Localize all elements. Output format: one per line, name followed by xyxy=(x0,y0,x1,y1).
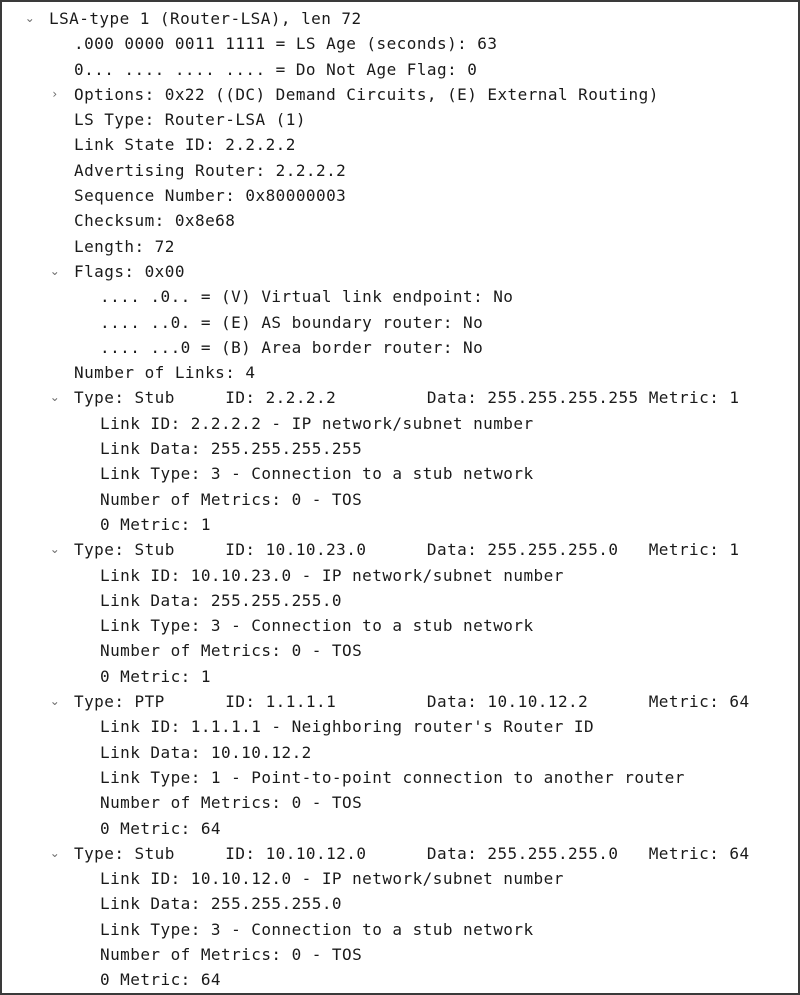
tree-row-label: Link Data: 255.255.255.0 xyxy=(100,590,342,610)
tree-row-label: Link Data: 255.255.255.0 xyxy=(100,894,342,914)
tree-field-row[interactable] xyxy=(2,790,798,815)
tree-field-row[interactable] xyxy=(2,208,798,233)
tree-field-row[interactable] xyxy=(2,512,798,537)
tree-node-row[interactable] xyxy=(2,385,798,410)
tree-field-row[interactable] xyxy=(2,664,798,689)
tree-row-label: Options: 0x22 ((DC) Demand Circuits, (E) External Routing) xyxy=(74,84,659,104)
tree-row-label: 0... .... .... .... = Do Not Age Flag: 0 xyxy=(74,59,478,79)
tree-node-row[interactable] xyxy=(2,259,798,284)
chevron-right-icon[interactable]: › xyxy=(52,86,58,101)
tree-row-label: Link Type: 3 - Connection to a stub network xyxy=(100,464,534,484)
tree-field-row[interactable] xyxy=(2,183,798,208)
chevron-down-icon[interactable]: ⌄ xyxy=(49,390,61,405)
tree-row-label: Type: PTP ID: 1.1.1.1 Data: 10.10.12.2 Metric: 64 xyxy=(74,692,750,712)
tree-field-row[interactable] xyxy=(2,765,798,790)
tree-field-row[interactable] xyxy=(2,132,798,157)
tree-field-row[interactable] xyxy=(2,411,798,436)
tree-field-row[interactable] xyxy=(2,917,798,942)
tree-row-label: Sequence Number: 0x80000003 xyxy=(74,186,347,206)
tree-row-label: Link Type: 1 - Point-to-point connection to another router xyxy=(100,767,685,787)
chevron-down-icon[interactable]: ⌄ xyxy=(49,694,61,709)
tree-node-row[interactable] xyxy=(2,537,798,562)
tree-row-label: Number of Metrics: 0 - TOS xyxy=(100,793,363,813)
tree-row-label: Advertising Router: 2.2.2.2 xyxy=(74,160,347,180)
tree-row-label: Link State ID: 2.2.2.2 xyxy=(74,135,296,155)
tree-field-row[interactable] xyxy=(2,158,798,183)
tree-row-label: .... ...0 = (B) Area border router: No xyxy=(100,337,484,357)
tree-row-label: Number of Links: 4 xyxy=(74,363,256,383)
packet-detail-tree xyxy=(2,6,798,993)
tree-row-label: .000 0000 0011 1111 = LS Age (seconds): 63 xyxy=(74,34,498,54)
tree-row-label: Link Data: 255.255.255.255 xyxy=(100,439,363,459)
tree-row-label: LSA-type 1 (Router-LSA), len 72 xyxy=(49,9,362,28)
tree-node-row[interactable] xyxy=(2,82,798,107)
tree-node-row[interactable] xyxy=(2,6,798,31)
tree-field-row[interactable] xyxy=(2,714,798,739)
tree-row-label: Link Data: 10.10.12.2 xyxy=(100,742,312,762)
tree-row-label: Type: Stub ID: 10.10.23.0 Data: 255.255.255.0 Metric: 1 xyxy=(74,540,740,560)
chevron-down-icon[interactable]: ⌄ xyxy=(24,11,36,25)
tree-field-row[interactable] xyxy=(2,461,798,486)
tree-row-label: 0 Metric: 1 xyxy=(100,514,211,534)
tree-row-label: Length: 72 xyxy=(74,236,175,256)
tree-row-label: Link ID: 1.1.1.1 - Neighboring router's Router ID xyxy=(100,717,595,737)
tree-row-label: Link Type: 3 - Connection to a stub network xyxy=(100,616,534,636)
tree-field-row[interactable] xyxy=(2,638,798,663)
tree-row-label: Number of Metrics: 0 - TOS xyxy=(100,641,363,661)
tree-row-label: 0 Metric: 1 xyxy=(100,666,211,686)
tree-row-label: 0 Metric: 64 xyxy=(100,970,221,990)
tree-field-row[interactable] xyxy=(2,588,798,613)
tree-field-row[interactable] xyxy=(2,436,798,461)
tree-row-label: Type: Stub ID: 10.10.12.0 Data: 255.255.255.0 Metric: 64 xyxy=(74,843,750,863)
tree-field-row[interactable] xyxy=(2,284,798,309)
tree-row-label: .... ..0. = (E) AS boundary router: No xyxy=(100,312,484,332)
tree-field-row[interactable] xyxy=(2,234,798,259)
tree-row-label: .... .0.. = (V) Virtual link endpoint: No xyxy=(100,287,514,307)
tree-row-label: Flags: 0x00 xyxy=(74,261,185,281)
tree-row-label: 0 Metric: 64 xyxy=(100,818,221,838)
tree-field-row[interactable] xyxy=(2,310,798,335)
tree-field-row[interactable] xyxy=(2,613,798,638)
chevron-down-icon[interactable]: ⌄ xyxy=(49,542,61,557)
tree-field-row[interactable] xyxy=(2,107,798,132)
tree-field-row[interactable] xyxy=(2,866,798,891)
tree-row-label: Number of Metrics: 0 - TOS xyxy=(100,944,363,964)
tree-field-row[interactable] xyxy=(2,360,798,385)
tree-field-row[interactable] xyxy=(2,487,798,512)
tree-row-label: Link ID: 2.2.2.2 - IP network/subnet number xyxy=(100,413,534,433)
chevron-down-icon[interactable]: ⌄ xyxy=(49,263,61,278)
tree-row-label: Link ID: 10.10.12.0 - IP network/subnet number xyxy=(100,869,564,889)
tree-field-row[interactable] xyxy=(2,816,798,841)
tree-node-row[interactable] xyxy=(2,689,798,714)
tree-row-label: Link ID: 10.10.23.0 - IP network/subnet number xyxy=(100,565,564,585)
tree-node-row[interactable] xyxy=(2,841,798,866)
tree-field-row[interactable] xyxy=(2,891,798,916)
tree-row-label: Link Type: 3 - Connection to a stub network xyxy=(100,919,534,939)
tree-field-row[interactable] xyxy=(2,57,798,82)
tree-row-label: LS Type: Router-LSA (1) xyxy=(74,110,306,130)
tree-field-row[interactable] xyxy=(2,967,798,992)
tree-row-label: Number of Metrics: 0 - TOS xyxy=(100,489,363,509)
tree-field-row[interactable] xyxy=(2,942,798,967)
tree-field-row[interactable] xyxy=(2,563,798,588)
tree-field-row[interactable] xyxy=(2,335,798,360)
chevron-down-icon[interactable]: ⌄ xyxy=(49,845,61,860)
tree-field-row[interactable] xyxy=(2,31,798,56)
tree-row-label: Type: Stub ID: 2.2.2.2 Data: 255.255.255.255 Metric: 1 xyxy=(74,388,740,408)
tree-row-label: Checksum: 0x8e68 xyxy=(74,211,236,231)
tree-field-row[interactable] xyxy=(2,740,798,765)
